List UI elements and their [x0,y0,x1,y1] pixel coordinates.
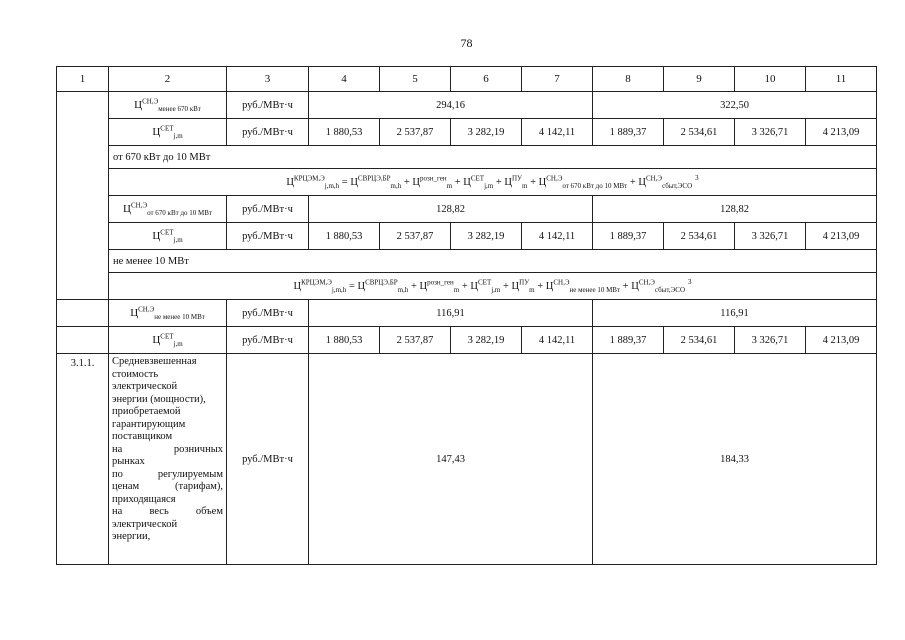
value-cell: 3 282,19 [451,223,522,250]
unit-cell: руб./МВт·ч [227,119,309,146]
unit-cell: руб./МВт·ч [227,327,309,354]
footnote-mark: 3 [688,278,692,287]
description-line: Средневзвешенная [112,356,197,367]
unit-cell: руб./МВт·ч [227,196,309,223]
formula-cell [109,273,877,300]
tariff-table [56,66,877,565]
value-cell: 294,16 [309,92,593,119]
footnote-mark: 3 [695,174,699,183]
section-label: не менее 10 МВт [109,250,877,273]
value-cell: 3 282,19 [451,327,522,354]
table-row [57,196,877,223]
value-cell: 4 142,11 [522,119,593,146]
header-cell: 9 [664,67,735,92]
empty-number-cell [57,327,109,354]
table-row [57,300,877,327]
value-cell: 2 537,87 [380,327,451,354]
value-cell: 4 213,09 [806,119,877,146]
value-cell: 3 282,19 [451,119,522,146]
value-cell: 2 534,61 [664,119,735,146]
symbol-cell: $Ц^{СН,Э}_{от 670 кВт до 10 МВт}$ [109,196,227,223]
description-line: электрической [112,518,178,530]
item-description [109,354,227,565]
header-cell: 6 [451,67,522,92]
value-cell: 1 889,37 [593,119,664,146]
symbol-cell: $Ц^{СЕТ}_{j,m}$ [109,327,227,354]
value-cell: 322,50 [593,92,877,119]
value-cell: 1 880,53 [309,327,380,354]
table-row [57,92,877,119]
header-cell: 4 [309,67,380,92]
formula-row [57,273,877,300]
page-number: 78 [460,36,473,50]
value-cell: 4 142,11 [522,223,593,250]
description-line: электрической [112,381,178,392]
description-line: энергии, [112,531,151,542]
formula-row [57,169,877,196]
description-line: рынках [112,456,145,467]
section-label: от 670 кВт до 10 МВт [109,146,877,169]
value-cell: 3 326,71 [735,119,806,146]
header-cell: 2 [109,67,227,92]
value-cell: 128,82 [593,196,877,223]
unit-cell: руб./МВт·ч [227,354,309,565]
formula: $Ц^{КРЦЭМ,Э}_{j,m,h} = Ц^{СВРЦЭ,БР}_{m,h} + Ц^{розн\_ген}_m + Ц^{СЕТ}_{j,m} + Ц^{ПУ}_m + Ц^{СН,Э}_{не менее 10 МВт} + Ц^{СН,Э}_{сбыт,ЭСО}^3$ [293,278,692,294]
item-row [57,354,877,565]
header-cell: 11 [806,67,877,92]
section-row [57,250,877,273]
value-cell: 4 213,09 [806,223,877,250]
description-line: стоимость [112,368,159,380]
value-cell: 4 142,11 [522,327,593,354]
description-line: энергии (мощности), [112,393,206,405]
value-cell: 116,91 [593,300,877,327]
description-line: приобретаемой [112,406,181,417]
header-cell: 8 [593,67,664,92]
empty-number-cell [57,92,109,300]
value-cell: 116,91 [309,300,593,327]
description-line: ценам (тарифам), [112,481,223,492]
value-cell: 128,82 [309,196,593,223]
description-line: гарантирующим [112,418,186,430]
value-cell: 2 537,87 [380,223,451,250]
description-line: приходящаяся [112,493,176,505]
header-cell: 7 [522,67,593,92]
item-number: 3.1.1. [57,354,109,565]
header-cell: 3 [227,67,309,92]
value-cell: 2 534,61 [664,327,735,354]
table-row [57,223,877,250]
value-cell: 1 889,37 [593,223,664,250]
section-row [57,146,877,169]
value-cell: 184,33 [593,354,877,565]
header-row [57,67,877,92]
header-cell: 10 [735,67,806,92]
description-line: по регулируемым [112,468,223,480]
value-cell: 2 537,87 [380,119,451,146]
unit-cell: руб./МВт·ч [227,300,309,327]
value-cell: 3 326,71 [735,223,806,250]
value-cell: 1 880,53 [309,119,380,146]
symbol-cell: $Ц^{СН,Э}_{менее 670 кВт}$ [109,92,227,119]
value-cell: 147,43 [309,354,593,565]
value-cell: 2 534,61 [664,223,735,250]
formula: $Ц^{КРЦЭМ,Э}_{j,m,h} = Ц^{СВРЦЭ,БР}_{m,h} + Ц^{розн\_ген}_m + Ц^{СЕТ}_{j,m} + Ц^{ПУ}_m + Ц^{СН,Э}_{от 670 кВт до 10 МВт} + Ц^{СН,Э}_{сбыт,ЭСО}^3$ [286,174,699,190]
symbol-cell: $Ц^{СН,Э}_{не менее 10 МВт}$ [109,300,227,327]
header-cell: 5 [380,67,451,92]
table-row [57,327,877,354]
unit-cell: руб./МВт·ч [227,223,309,250]
symbol-cell: $Ц^{СЕТ}_{j,m}$ [109,223,227,250]
value-cell: 1 880,53 [309,223,380,250]
value-cell: 1 889,37 [593,327,664,354]
formula-cell [109,169,877,196]
empty-number-cell [57,300,109,327]
unit-cell: руб./МВт·ч [227,92,309,119]
description-line: на весь объем [112,506,223,517]
description-line: поставщиком [112,431,173,442]
description-line: на розничных [112,443,223,455]
value-cell: 4 213,09 [806,327,877,354]
table-row [57,119,877,146]
header-cell: 1 [57,67,109,92]
symbol-cell: $Ц^{СЕТ}_{j,m}$ [109,119,227,146]
value-cell: 3 326,71 [735,327,806,354]
